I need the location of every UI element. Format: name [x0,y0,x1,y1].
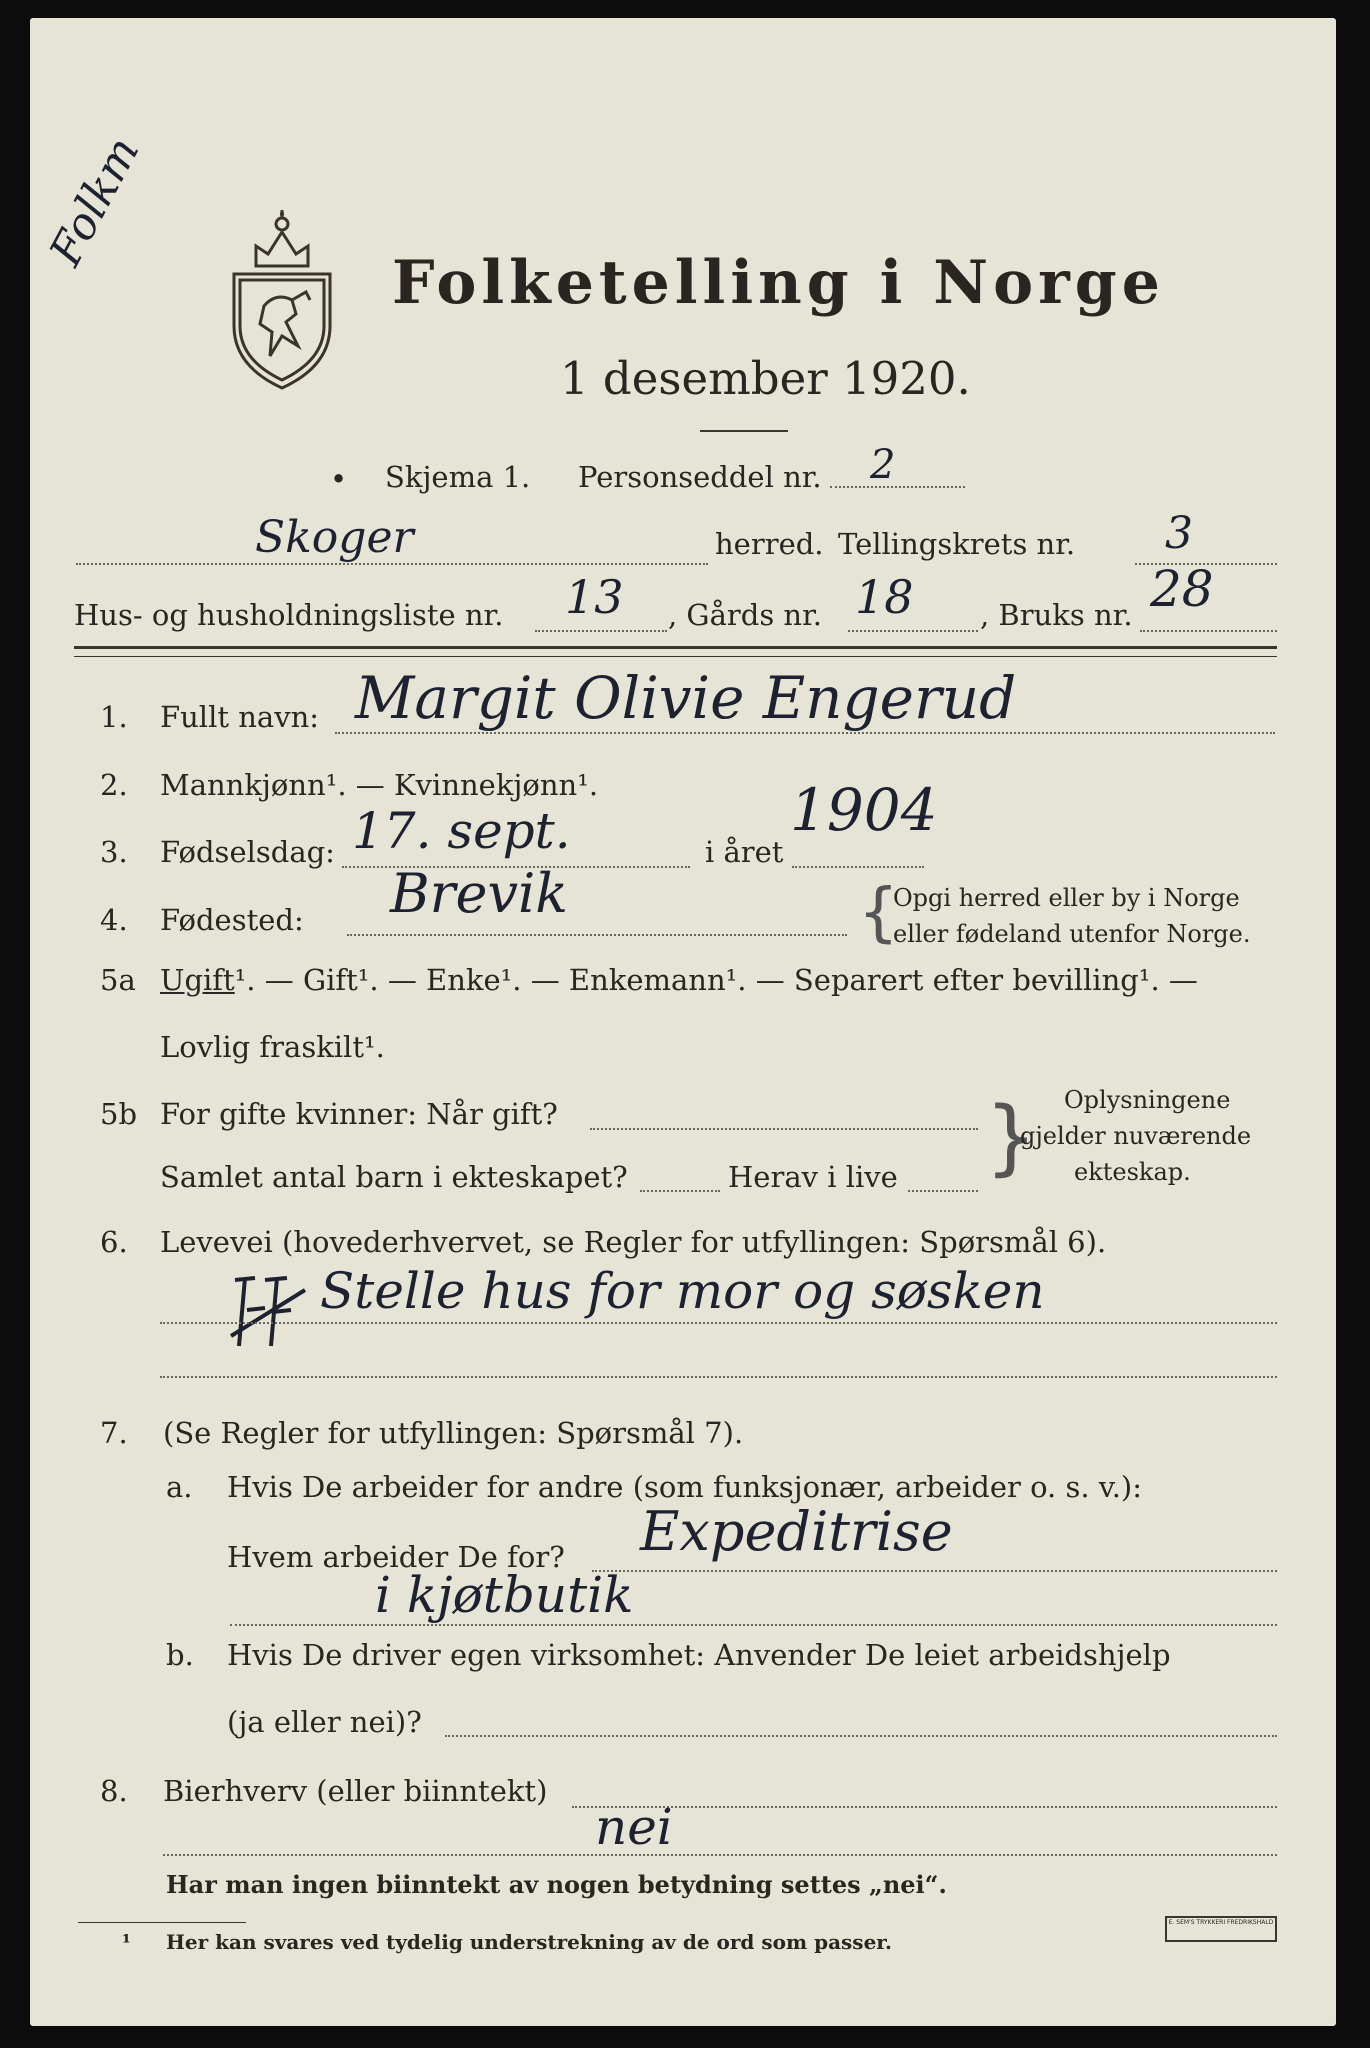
census-date: 1 desember 1920. [560,352,971,405]
hus-field [535,630,667,632]
employer-value-1: Expeditrise [640,1500,953,1563]
herred-label: herred. [715,527,824,561]
header-divider-thin [74,656,1277,657]
q7b-label-1: Hvis De driver egen virksomhet: Anvender De leiet arbeidshjelp [227,1638,1171,1672]
personseddel-field [830,486,965,488]
side-income-field-2 [163,1854,1277,1856]
children-total-field [640,1190,720,1192]
marital-status-options: ¹. — Gift¹. — Enke¹. — Enkemann¹. — Separert efter bevilling¹. — [234,963,1198,997]
herred-value: Skoger [255,512,414,563]
q4-note-2: eller fødeland utenfor Norge. [893,920,1251,948]
footnote-text: Her kan svares ved tydelig understrekning av de ord som passer. [166,1930,892,1954]
when-married-field [590,1128,978,1130]
gards-field [848,630,978,632]
page-title: Folketelling i Norge [392,248,1165,318]
q5b-note-3: ekteskap. [1074,1158,1191,1186]
q1-number: 1. [100,700,128,734]
footnote-mark: ¹ [122,1930,131,1954]
q4-brace: { [858,876,899,950]
footer-divider [78,1922,246,1923]
q7a-label-2: Hvem arbeider De for? [227,1540,565,1574]
birthplace-field [347,934,847,936]
full-name-value: Margit Olivie Engerud [355,664,1017,732]
q4-label: Fødested: [160,903,304,937]
crossed-out-mark-icon [225,1270,315,1350]
bruks-value: 28 [1150,560,1214,618]
q4-number: 4. [100,903,128,937]
q2-number: 2. [100,768,128,802]
personseddel-label: Personseddel nr. [578,460,822,494]
gards-label: , Gårds nr. [668,598,822,632]
q5b-brace: { [985,1090,1038,1185]
personseddel-value: 2 [870,442,896,488]
hus-label: Hus- og husholdningsliste nr. [74,598,504,632]
q1-field [335,732,1275,734]
q5b-label-2: Samlet antal barn i ekteskapet? [160,1160,628,1194]
ugift-option: Ugift [160,963,235,997]
q5a-number: 5a [100,963,136,997]
q7b-label-2: (ja eller nei)? [227,1705,422,1739]
herred-field [76,563,708,565]
employer-value-2: i kjøtbutik [375,1566,634,1624]
marital-status-line [160,963,1198,997]
q3-number: 3. [100,835,128,869]
employer-field-2 [230,1624,1277,1626]
occupation-field-2 [160,1376,1277,1378]
gender-options: Mannkjønn¹. — Kvinnekjønn¹. [160,768,599,802]
q7b-letter: b. [166,1638,194,1672]
q5b-label-1: For gifte kvinner: Når gift? [160,1097,558,1131]
year-label: i året [705,835,784,869]
q8-number: 8. [100,1774,128,1808]
occupation-field-1 [160,1322,1277,1324]
birthplace-value: Brevik [390,862,568,925]
hired-help-field [445,1735,1277,1737]
q7-number: 7. [100,1416,128,1450]
q7a-letter: a. [166,1470,193,1504]
coat-of-arms-icon [226,196,338,392]
q4-note-1: Opgi herred eller by i Norge [893,884,1240,912]
header-divider [74,646,1277,649]
skjema-label: Skjema 1. [385,460,531,494]
q3-label: Fødselsdag: [160,835,335,869]
q5b-label-3: Herav i live [728,1160,898,1194]
bruks-field [1140,630,1277,632]
q6-number: 6. [100,1225,128,1259]
q6-label: Levevei (hovederhvervet, se Regler for utfyllingen: Spørsmål 6). [160,1225,1107,1259]
q5b-note-2: gjelder nuværende [1020,1122,1252,1150]
birth-year-value: 1904 [790,776,938,844]
tellingskrets-value: 3 [1165,508,1193,559]
bruks-label: , Bruks nr. [980,598,1133,632]
marital-status-line-2: Lovlig fraskilt¹. [160,1030,385,1064]
employer-field-1 [592,1570,1277,1572]
q7a-label-1: Hvis De arbeider for andre (som funksjonær, arbeider o. s. v.): [227,1470,1143,1504]
printer-stamp: E. SEM'S TRYKKERI FREDRIKSHALD [1165,1916,1277,1942]
q5b-note-1: Oplysningene [1064,1086,1231,1114]
q8-note: Har man ingen biinntekt av nogen betydning settes „nei“. [166,1870,947,1899]
q5b-number: 5b [100,1097,138,1131]
tellingskrets-label: Tellingskrets nr. [838,527,1076,561]
hus-value: 13 [565,570,624,624]
q1-label: Fullt navn: [160,700,320,734]
margin-note: Folkm [40,128,150,274]
side-income-field-1 [572,1806,1277,1808]
title-divider [700,430,788,432]
children-alive-field [908,1190,978,1192]
side-income-value: nei [595,1798,673,1856]
gards-value: 18 [855,570,914,624]
q8-label: Bierhverv (eller biinntekt) [163,1774,548,1808]
bullet-dot: • [330,462,348,496]
q7-label: (Se Regler for utfyllingen: Spørsmål 7). [163,1416,744,1450]
birthday-value: 17. sept. [352,802,571,860]
occupation-value: Stelle hus for mor og søsken [320,1262,1045,1320]
year-field [792,866,924,868]
